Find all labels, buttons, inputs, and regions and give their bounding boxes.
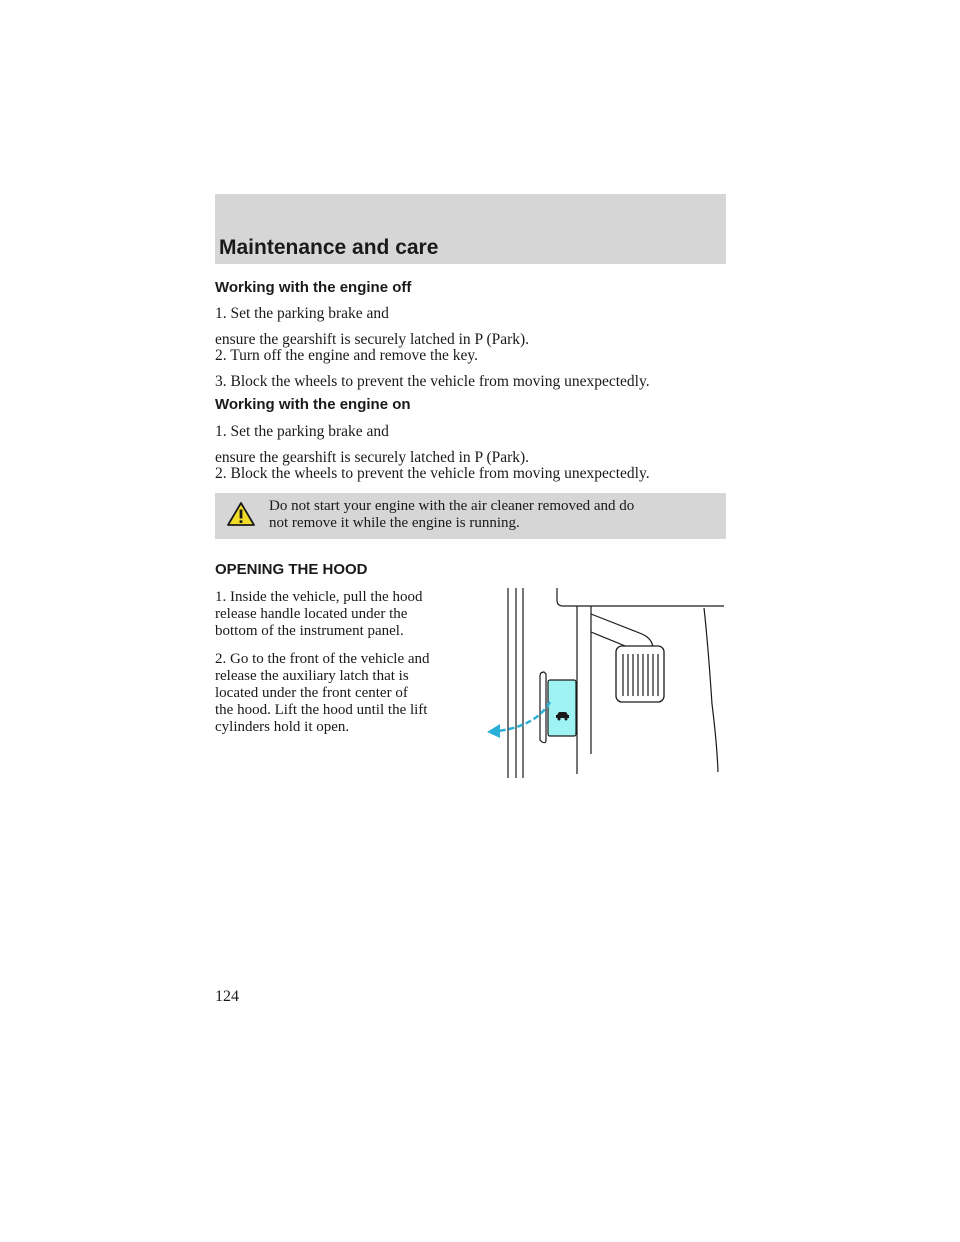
engine-off-step: 3. Block the wheels to prevent the vehicle from moving unexpectedly. [215,373,650,390]
engine-on-heading: Working with the engine on [215,396,411,413]
warning-triangle-icon [226,501,256,527]
hood-step-2 [215,651,480,736]
engine-on-step: 2. Block the wheels to prevent the vehicle from moving unexpectedly. [215,465,650,482]
hood-step-2-line: the hood. Lift the hood until the lift [215,702,428,718]
section-header-band [215,194,726,264]
hood-step-2-line: located under the front center of [215,685,408,701]
section-title: Maintenance and care [219,236,439,259]
hood-step-1 [215,589,480,640]
engine-off-heading: Working with the engine off [215,279,412,296]
engine-off-step: ensure the gearshift is securely latched in P (Park). [215,331,530,348]
hood-step-2-line: 2. Go to the front of the vehicle and [215,651,430,667]
engine-off-step: 1. Set the parking brake and [215,305,389,322]
warning-text [269,498,634,532]
engine-off-step: 2. Turn off the engine and remove the key. [215,347,479,364]
brake-pedal [616,646,664,702]
hood-step-2-line: cylinders hold it open. [215,719,350,735]
opening-hood-heading: OPENING THE HOOD [215,561,368,578]
hood-release-illustration [484,584,726,784]
hood-step-1-line: 1. Inside the vehicle, pull the hood [215,589,423,605]
hood-release-handle [540,672,576,743]
warning-line-2: not remove it while the engine is running. [269,515,520,531]
page-number: 124 [215,988,239,1005]
hood-step-1-line: bottom of the instrument panel. [215,623,404,639]
hood-instructions [215,589,480,747]
engine-on-step: 1. Set the parking brake and [215,423,389,440]
engine-on-step: ensure the gearshift is securely latched in P (Park). [215,449,530,466]
warning-box [215,493,726,539]
hood-step-2-line: release the auxiliary latch that is [215,668,409,684]
hood-step-1-line: release handle located under the [215,606,408,622]
warning-line-1: Do not start your engine with the air cleaner removed and do [269,498,635,514]
